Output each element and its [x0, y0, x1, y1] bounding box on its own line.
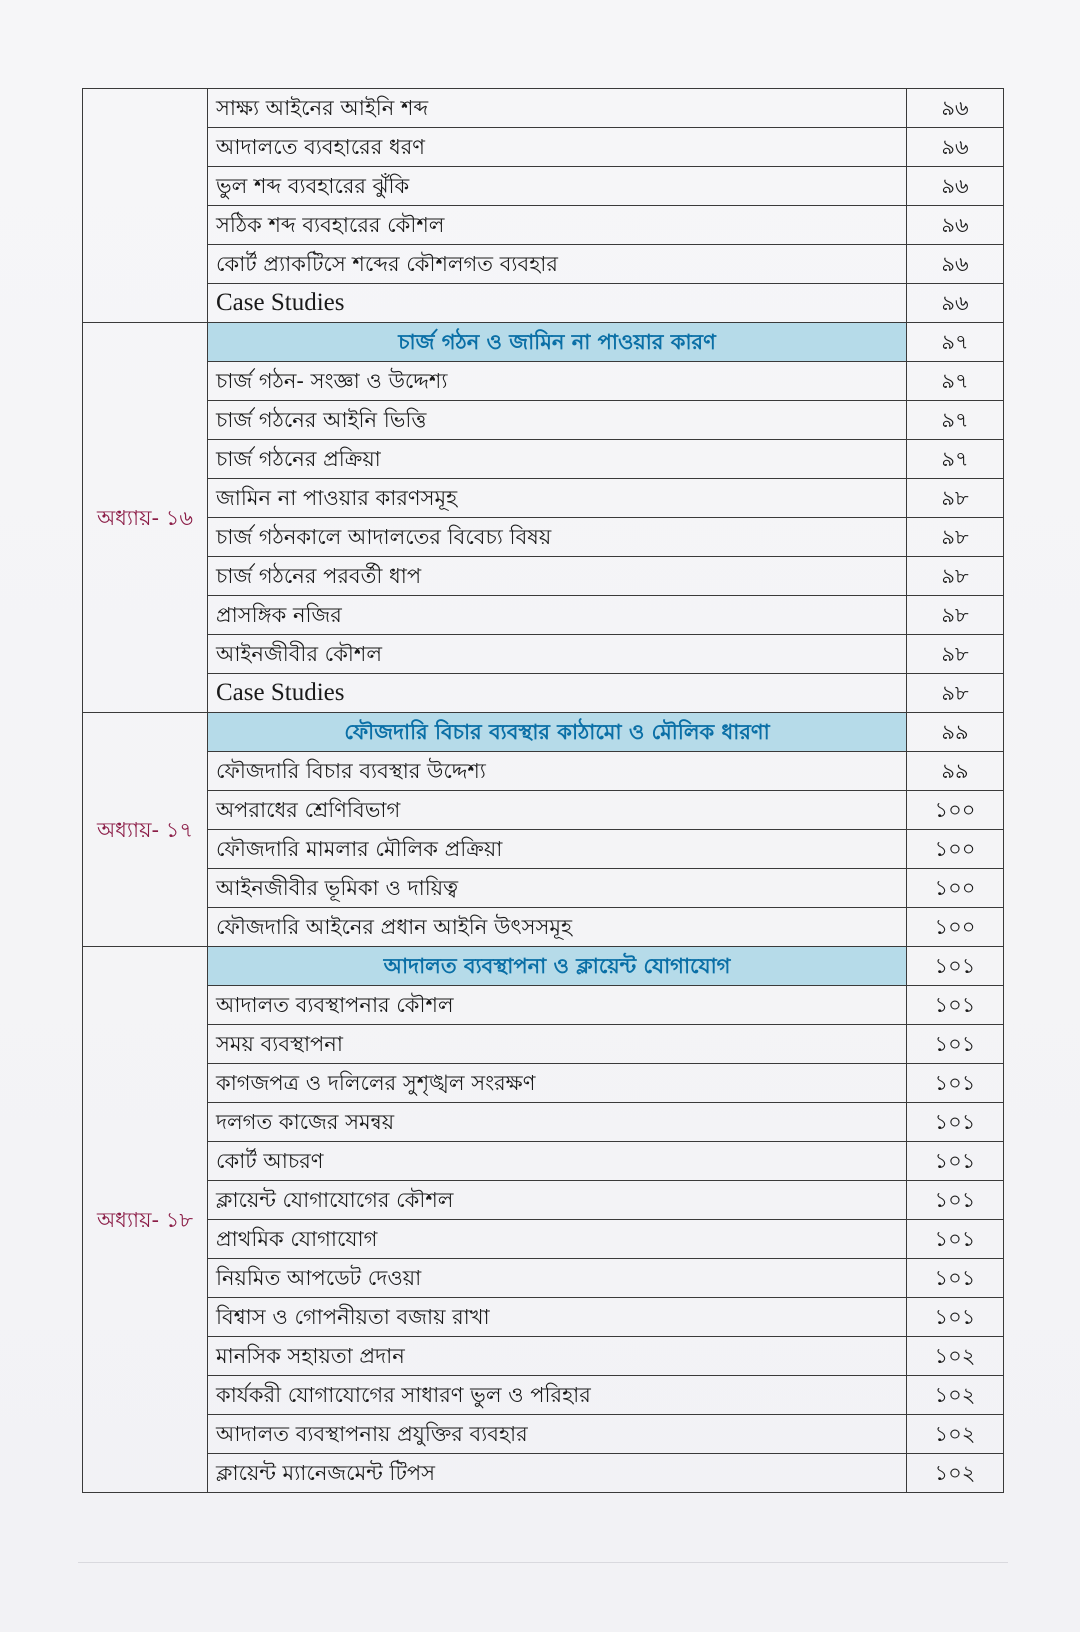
page-number: ৯৬ — [907, 167, 1004, 206]
topic-title: জামিন না পাওয়ার কারণসমূহ — [208, 479, 907, 518]
topic-title: আদালতে ব্যবহারের ধরণ — [208, 128, 907, 167]
chapter-title: চার্জ গঠন ও জামিন না পাওয়ার কারণ — [208, 323, 907, 362]
topic-title: প্রাথমিক যোগাযোগ — [208, 1220, 907, 1259]
topic-title: Case Studies — [208, 284, 907, 323]
table-row — [83, 362, 1004, 401]
table-row — [83, 752, 1004, 791]
page-number: ১০১ — [907, 1025, 1004, 1064]
table-row — [83, 1025, 1004, 1064]
page-number: ১০১ — [907, 1181, 1004, 1220]
topic-title: ক্লায়েন্ট যোগাযোগের কৌশল — [208, 1181, 907, 1220]
table-row — [83, 557, 1004, 596]
page-number: ১০০ — [907, 791, 1004, 830]
table-row — [83, 986, 1004, 1025]
page-number: ১০১ — [907, 947, 1004, 986]
table-row — [83, 1337, 1004, 1376]
page-number: ৯৯ — [907, 752, 1004, 791]
table-row — [83, 908, 1004, 947]
topic-title: সঠিক শব্দ ব্যবহারের কৌশল — [208, 206, 907, 245]
topic-title: চার্জ গঠনের প্রক্রিয়া — [208, 440, 907, 479]
topic-title: আদালত ব্যবস্থাপনার কৌশল — [208, 986, 907, 1025]
table-row — [83, 674, 1004, 713]
page-number: ১০০ — [907, 908, 1004, 947]
page-number: ১০১ — [907, 1064, 1004, 1103]
page-number: ৯৬ — [907, 284, 1004, 323]
table-of-contents — [82, 88, 1004, 1493]
chapter-heading-row — [83, 323, 1004, 362]
page-number: ৯৬ — [907, 245, 1004, 284]
topic-title: চার্জ গঠন- সংজ্ঞা ও উদ্দেশ্য — [208, 362, 907, 401]
page-number: ৯৮ — [907, 596, 1004, 635]
chapter-label — [83, 89, 208, 323]
page-number: ১০২ — [907, 1376, 1004, 1415]
page-number: ১০১ — [907, 986, 1004, 1025]
page-number: ১০১ — [907, 1142, 1004, 1181]
page-number: ১০২ — [907, 1454, 1004, 1493]
page-number: ৯৯ — [907, 713, 1004, 752]
chapter-title: আদালত ব্যবস্থাপনা ও ক্লায়েন্ট যোগাযোগ — [208, 947, 907, 986]
topic-title: কার্যকরী যোগাযোগের সাধারণ ভুল ও পরিহার — [208, 1376, 907, 1415]
page-number: ৯৭ — [907, 323, 1004, 362]
table-row — [83, 869, 1004, 908]
table-row — [83, 440, 1004, 479]
table-row — [83, 245, 1004, 284]
page-number: ১০১ — [907, 1103, 1004, 1142]
topic-title: মানসিক সহায়তা প্রদান — [208, 1337, 907, 1376]
topic-title: ফৌজদারি মামলার মৌলিক প্রক্রিয়া — [208, 830, 907, 869]
topic-title: কাগজপত্র ও দলিলের সুশৃঙ্খল সংরক্ষণ — [208, 1064, 907, 1103]
page-number: ১০১ — [907, 1298, 1004, 1337]
table-row — [83, 284, 1004, 323]
table-row — [83, 791, 1004, 830]
page-number: ১০২ — [907, 1337, 1004, 1376]
chapter-label: অধ্যায়- ১৭ — [83, 713, 208, 947]
table-row — [83, 1103, 1004, 1142]
table-row — [83, 167, 1004, 206]
page-number: ৯৮ — [907, 635, 1004, 674]
page-number: ৯৬ — [907, 206, 1004, 245]
topic-title: ভুল শব্দ ব্যবহারের ঝুঁকি — [208, 167, 907, 206]
chapter-label: অধ্যায়- ১৬ — [83, 323, 208, 713]
topic-title: কোর্ট আচরণ — [208, 1142, 907, 1181]
page-number: ৯৭ — [907, 440, 1004, 479]
table-row — [83, 1064, 1004, 1103]
topic-title: ফৌজদারি বিচার ব্যবস্থার উদ্দেশ্য — [208, 752, 907, 791]
page-number: ৯৮ — [907, 674, 1004, 713]
topic-title: সময় ব্যবস্থাপনা — [208, 1025, 907, 1064]
chapter-heading-row — [83, 947, 1004, 986]
topic-title: Case Studies — [208, 674, 907, 713]
table-row — [83, 1376, 1004, 1415]
table-row — [83, 830, 1004, 869]
footer-rule — [78, 1562, 1008, 1563]
page-number: ১০০ — [907, 869, 1004, 908]
table-row — [83, 128, 1004, 167]
topic-title: চার্জ গঠনকালে আদালতের বিবেচ্য বিষয় — [208, 518, 907, 557]
chapter-heading-row — [83, 713, 1004, 752]
table-row — [83, 1181, 1004, 1220]
table-row — [83, 206, 1004, 245]
table-row — [83, 1298, 1004, 1337]
table-row — [83, 401, 1004, 440]
table-row — [83, 1220, 1004, 1259]
toc-body — [83, 89, 1004, 1493]
page-number: ৯৮ — [907, 518, 1004, 557]
topic-title: প্রাসঙ্গিক নজির — [208, 596, 907, 635]
table-row — [83, 1415, 1004, 1454]
table-row — [83, 479, 1004, 518]
page-number: ৯৭ — [907, 401, 1004, 440]
topic-title: চার্জ গঠনের আইনি ভিত্তি — [208, 401, 907, 440]
topic-title: দলগত কাজের সমন্বয় — [208, 1103, 907, 1142]
topic-title: আইনজীবীর ভূমিকা ও দায়িত্ব — [208, 869, 907, 908]
table-row — [83, 635, 1004, 674]
topic-title: ক্লায়েন্ট ম্যানেজমেন্ট টিপস — [208, 1454, 907, 1493]
page-number: ৯৮ — [907, 557, 1004, 596]
topic-title: বিশ্বাস ও গোপনীয়তা বজায় রাখা — [208, 1298, 907, 1337]
page-number: ১০১ — [907, 1220, 1004, 1259]
topic-title: আদালত ব্যবস্থাপনায় প্রযুক্তির ব্যবহার — [208, 1415, 907, 1454]
topic-title: আইনজীবীর কৌশল — [208, 635, 907, 674]
topic-title: অপরাধের শ্রেণিবিভাগ — [208, 791, 907, 830]
topic-title: সাক্ষ্য আইনের আইনি শব্দ — [208, 89, 907, 128]
page-number: ৯৮ — [907, 479, 1004, 518]
page-number: ১০১ — [907, 1259, 1004, 1298]
table-row — [83, 596, 1004, 635]
table-row — [83, 1259, 1004, 1298]
topic-title: কোর্ট প্র্যাকটিসে শব্দের কৌশলগত ব্যবহার — [208, 245, 907, 284]
table-row — [83, 1454, 1004, 1493]
chapter-label: অধ্যায়- ১৮ — [83, 947, 208, 1493]
topic-title: নিয়মিত আপডেট দেওয়া — [208, 1259, 907, 1298]
table-row — [83, 518, 1004, 557]
topic-title: চার্জ গঠনের পরবর্তী ধাপ — [208, 557, 907, 596]
chapter-title: ফৌজদারি বিচার ব্যবস্থার কাঠামো ও মৌলিক ধারণা — [208, 713, 907, 752]
topic-title: ফৌজদারি আইনের প্রধান আইনি উৎসসমূহ — [208, 908, 907, 947]
page-number: ৯৬ — [907, 89, 1004, 128]
table-row — [83, 1142, 1004, 1181]
table-row — [83, 89, 1004, 128]
page-number: ৯৬ — [907, 128, 1004, 167]
page-number: ১০০ — [907, 830, 1004, 869]
page-number: ৯৭ — [907, 362, 1004, 401]
page-number: ১০২ — [907, 1415, 1004, 1454]
